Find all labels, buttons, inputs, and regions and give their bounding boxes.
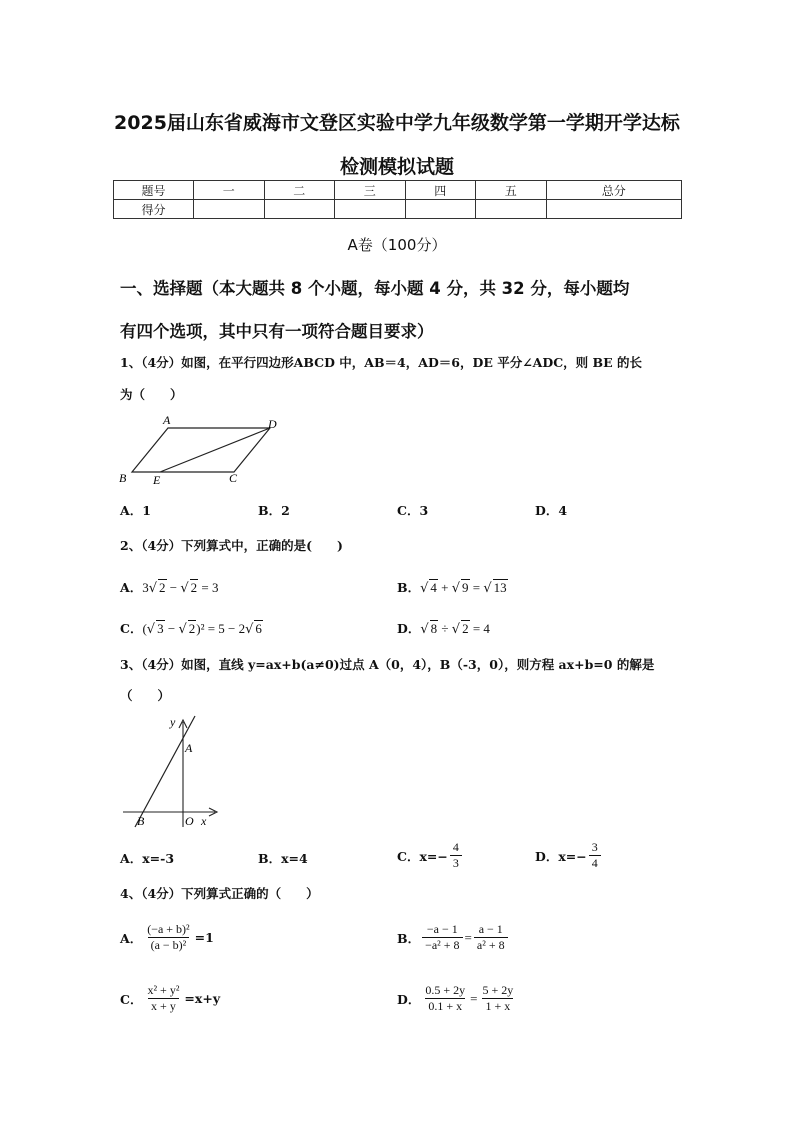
fig-label: E bbox=[153, 473, 161, 487]
math-term: 3 bbox=[157, 620, 164, 636]
fig-label: x bbox=[201, 814, 207, 828]
math-expr bbox=[142, 620, 262, 637]
fraction bbox=[144, 922, 192, 953]
option-label: B． bbox=[397, 930, 421, 946]
sqrt-icon: √ bbox=[451, 621, 461, 637]
q3-stem: 3、（4分）如图，直线 y=ax+b(a≠0)过点 A（0，4），B（-3，0），则方程 ax+b=0 的解是 bbox=[120, 657, 655, 672]
score-cell: 五 bbox=[476, 181, 547, 200]
page-title-line2: 检测模拟试题 bbox=[339, 156, 454, 178]
q1-option-b[interactable]: B．2 bbox=[258, 503, 290, 518]
q2-stem: 2、（4分）下列算式中，正确的是( ) bbox=[120, 538, 343, 553]
denominator: x + y bbox=[148, 998, 179, 1014]
math-term: ÷ bbox=[441, 620, 449, 636]
sqrt-icon: √ bbox=[420, 621, 429, 637]
fraction bbox=[479, 983, 516, 1014]
denominator: 0.1 + x bbox=[425, 998, 465, 1014]
numerator: −a − 1 bbox=[426, 922, 458, 936]
option-label: A． bbox=[120, 930, 143, 946]
score-table-score-row bbox=[114, 200, 682, 219]
denominator: 1 + x bbox=[482, 998, 513, 1014]
numerator: x² + y² bbox=[147, 983, 180, 997]
score-cell: 得分 bbox=[114, 200, 194, 219]
q3-option-d[interactable] bbox=[535, 840, 603, 871]
math-term: 2 bbox=[159, 579, 166, 595]
fraction bbox=[144, 983, 182, 1014]
score-cell: 二 bbox=[264, 181, 335, 200]
numerator: (−a + b)² bbox=[147, 922, 190, 936]
q4-option-a[interactable] bbox=[120, 922, 214, 953]
sqrt-icon: √ bbox=[148, 580, 157, 596]
fig-label: C bbox=[229, 471, 238, 485]
option-text: C．x=− bbox=[397, 848, 448, 864]
sqrt-icon: √ bbox=[178, 621, 187, 637]
denominator: 3 bbox=[450, 855, 462, 871]
math-term: 2 bbox=[462, 620, 469, 636]
q2-option-b[interactable] bbox=[397, 578, 508, 596]
math-term: 3 bbox=[142, 579, 149, 595]
q3-option-c[interactable] bbox=[397, 840, 464, 871]
math-term: − bbox=[169, 579, 178, 595]
math-term: )² = 5 − 2 bbox=[196, 620, 246, 636]
option-label: D． bbox=[397, 621, 421, 636]
fig-label: B bbox=[119, 471, 127, 485]
q1-option-c[interactable]: C．3 bbox=[397, 503, 429, 518]
q3-option-b[interactable]: B．x=4 bbox=[258, 851, 308, 866]
score-table bbox=[113, 180, 682, 219]
fig-label: B bbox=[137, 814, 145, 828]
q4-stem: 4、（4分）下列算式正确的（ ） bbox=[120, 886, 319, 901]
score-input-cell[interactable] bbox=[476, 200, 547, 219]
score-cell: 一 bbox=[194, 181, 265, 200]
section-a-heading: A卷（100分） bbox=[347, 236, 447, 254]
numerator: 3 bbox=[591, 840, 598, 854]
q2-option-c[interactable] bbox=[120, 619, 263, 637]
q3-option-a[interactable]: A．x=-3 bbox=[120, 851, 175, 866]
score-cell: 题号 bbox=[114, 181, 194, 200]
score-cell: 四 bbox=[405, 181, 476, 200]
fig-label: A bbox=[185, 741, 193, 755]
sqrt-icon: √ bbox=[420, 580, 429, 596]
q3-stem-cont: （ ） bbox=[120, 688, 171, 703]
option-label: C． bbox=[120, 621, 143, 636]
q1-stem: 1、（4分）如图，在平行四边形ABCD 中，AB＝4，AD＝6，DE 平分∠ADC，则 BE 的长 bbox=[120, 355, 642, 370]
fraction bbox=[589, 840, 601, 871]
math-term: = 4 bbox=[472, 620, 490, 636]
equals-sign: = bbox=[464, 929, 472, 945]
numerator: 4 bbox=[452, 840, 459, 854]
fraction bbox=[422, 922, 462, 953]
score-input-cell[interactable] bbox=[194, 200, 265, 219]
option-label: A． bbox=[120, 580, 143, 595]
score-input-cell[interactable] bbox=[264, 200, 335, 219]
option-label: C． bbox=[120, 991, 143, 1007]
fraction bbox=[450, 840, 462, 871]
q1-stem-cont: 为（ ） bbox=[120, 387, 183, 402]
math-expr bbox=[420, 579, 508, 596]
page-title: 2025届山东省威海市文登区实验中学九年级数学第一学期开学达标 bbox=[114, 112, 680, 134]
q1-option-a[interactable]: A．1 bbox=[120, 503, 151, 518]
option-text: D．x=− bbox=[535, 848, 587, 864]
denominator: (a − b)² bbox=[148, 937, 190, 953]
numerator: 5 + 2y bbox=[482, 983, 514, 997]
section1-heading-cont: 有四个选项，其中只有一项符合题目要求） bbox=[120, 322, 434, 341]
q4-option-c[interactable] bbox=[120, 983, 220, 1014]
option-label: D． bbox=[397, 991, 421, 1007]
equals-sign: = bbox=[470, 990, 478, 1006]
sqrt-icon: √ bbox=[146, 621, 156, 637]
fraction bbox=[474, 922, 508, 953]
score-cell: 三 bbox=[335, 181, 406, 200]
math-term: 2 bbox=[188, 620, 196, 636]
math-term: − bbox=[167, 620, 176, 636]
q2-option-d[interactable] bbox=[397, 619, 490, 637]
score-input-cell[interactable] bbox=[546, 200, 682, 219]
fraction bbox=[422, 983, 468, 1014]
math-term: 2 bbox=[190, 579, 198, 595]
sqrt-icon: √ bbox=[483, 580, 492, 596]
section1-heading: 一、选择题（本大题共 8 个小题，每小题 4 分，共 32 分，每小题均 bbox=[120, 279, 630, 298]
q1-parallelogram-figure bbox=[115, 410, 285, 488]
denominator: −a² + 8 bbox=[422, 937, 462, 953]
fig-label: D bbox=[268, 417, 277, 431]
math-term: 6 bbox=[255, 620, 262, 636]
option-label: B． bbox=[397, 580, 421, 595]
math-term: 13 bbox=[493, 579, 507, 595]
math-term: 8 bbox=[430, 620, 438, 636]
score-table-header-row bbox=[114, 181, 682, 200]
sqrt-icon: √ bbox=[451, 580, 461, 596]
option-text: =x+y bbox=[184, 991, 221, 1006]
numerator: a − 1 bbox=[478, 922, 503, 936]
fig-label: A bbox=[163, 413, 171, 427]
q4-option-b[interactable] bbox=[397, 922, 510, 953]
sqrt-icon: √ bbox=[245, 621, 254, 637]
fig-label: O bbox=[185, 814, 194, 828]
math-term: + bbox=[441, 579, 449, 595]
math-term: = bbox=[472, 579, 481, 595]
math-term: ( bbox=[142, 620, 147, 636]
numerator: 0.5 + 2y bbox=[425, 983, 466, 997]
denominator: a² + 8 bbox=[474, 937, 508, 953]
q4-option-d[interactable] bbox=[397, 983, 518, 1014]
math-term: 9 bbox=[462, 579, 469, 595]
q3-line-graph-figure bbox=[115, 712, 225, 834]
math-term: = 3 bbox=[201, 579, 219, 595]
math-expr bbox=[142, 579, 218, 596]
fig-label: y bbox=[170, 715, 176, 729]
math-term: 4 bbox=[430, 579, 437, 595]
option-text: =1 bbox=[194, 930, 214, 945]
score-input-cell[interactable] bbox=[405, 200, 476, 219]
math-expr bbox=[420, 620, 490, 637]
score-cell: 总分 bbox=[546, 181, 682, 200]
q1-option-d[interactable]: D．4 bbox=[535, 503, 568, 518]
score-input-cell[interactable] bbox=[335, 200, 406, 219]
sqrt-icon: √ bbox=[180, 580, 189, 596]
q2-option-a[interactable] bbox=[120, 578, 218, 596]
denominator: 4 bbox=[589, 855, 601, 871]
